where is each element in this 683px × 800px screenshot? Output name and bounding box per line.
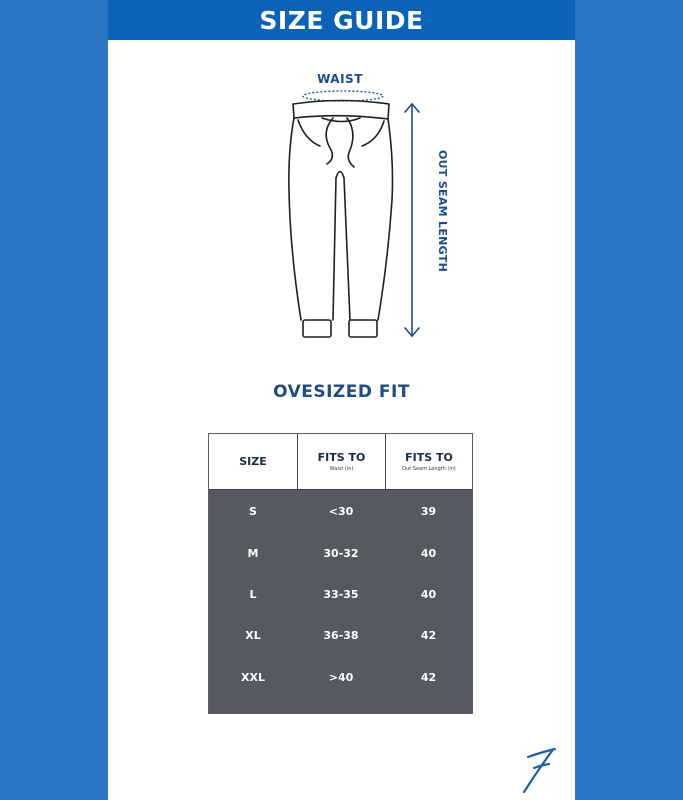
- cell-waist: 33-35: [323, 587, 359, 601]
- header-seam: FITS TO Out Seam Length (in): [385, 434, 472, 489]
- cell-size: M: [247, 546, 259, 560]
- header-size: SIZE: [239, 455, 267, 468]
- page-title: SIZE GUIDE: [259, 5, 424, 35]
- cell-waist: >40: [328, 670, 354, 684]
- cell-size: S: [249, 505, 257, 519]
- double-arrow-icon: [405, 104, 419, 336]
- table-row: [209, 491, 472, 532]
- cell-waist: <30: [328, 505, 354, 519]
- table-body: [209, 490, 472, 714]
- header-waist: FITS TO Waist (in): [297, 434, 385, 489]
- cell-size: L: [249, 587, 257, 601]
- cell-size: XXL: [241, 670, 265, 684]
- cell-seam: 40: [420, 587, 437, 601]
- table-row: [209, 615, 472, 656]
- cell-seam: 39: [420, 505, 437, 519]
- cell-seam: 42: [420, 670, 437, 684]
- cell-seam: 40: [420, 546, 437, 560]
- out-seam-length-label: OUT SEAM LENGTH: [436, 150, 449, 273]
- brand-logo-icon: [514, 744, 564, 794]
- waist-label: WAIST: [317, 72, 363, 86]
- waist-measure-icon: [303, 91, 383, 101]
- cell-size: XL: [245, 629, 261, 643]
- cell-seam: 42: [420, 629, 437, 643]
- size-table: [208, 433, 473, 714]
- table-header: [209, 434, 472, 490]
- cell-waist: 36-38: [323, 629, 359, 643]
- cell-waist: 30-32: [323, 546, 359, 560]
- table-row: [209, 574, 472, 615]
- table-row: [209, 657, 472, 698]
- table-row: [209, 532, 472, 573]
- fit-title: OVESIZED FIT: [273, 382, 410, 402]
